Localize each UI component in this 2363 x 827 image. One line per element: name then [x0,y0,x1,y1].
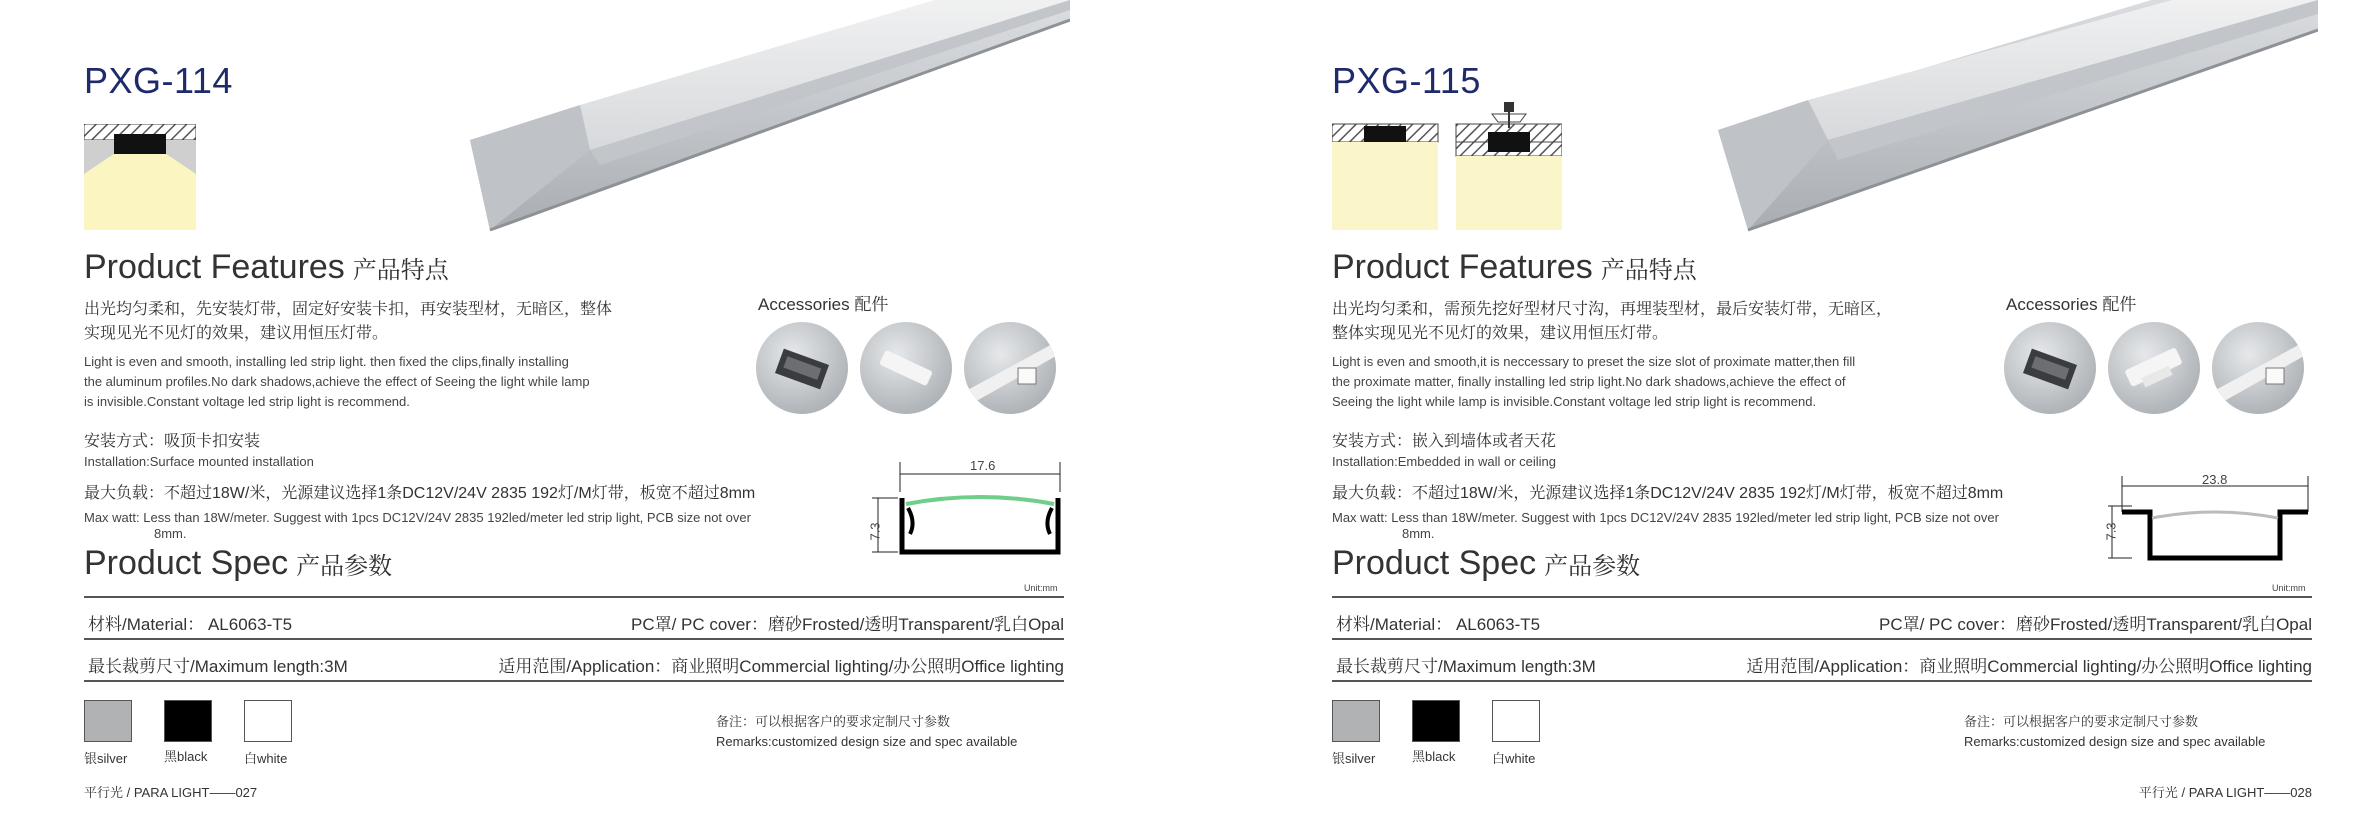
spec-application: 适用范围/Application：商业照明Commercial lighting/办公照明Office lighting [498,657,1064,676]
spec-title: Product Spec [1332,544,1537,582]
remark-en: Remarks:customized design size and spec available [716,734,1018,749]
installation-diagram [84,124,196,230]
swatch-white-label: 白white [244,751,288,766]
spec-material: 材料/Material： AL6063-T5 [88,615,293,634]
features-title: Product Features [1332,248,1593,286]
features-en-line1: Light is even and smooth,it is neccessary to preset the size slot of proximate matter,then fill [1332,354,1856,369]
swatch-white [244,700,292,742]
features-en-line3: Seeing the light while lamp is invisible.Constant voltage led strip light is recommend. [1332,394,1817,409]
spec-divider-3 [1332,680,2312,682]
spec-heading [1332,544,1640,583]
remark-cn: 备注：可以根据客户的要求定制尺寸参数 [1964,714,2199,729]
model-title: PXG-115 [1332,60,1481,101]
dimension-width: 17.6 [970,458,996,473]
spec-title-cn: 产品参数 [1544,553,1641,580]
catalog-page-right [1248,0,2363,827]
dimension-width: 23.8 [2202,472,2228,487]
swatch-black [1412,700,1460,742]
page-footer: 平行光 / PARA LIGHT——027 [84,785,258,800]
install-method-cn: 安装方式：嵌入到墙体或者天花 [1332,433,1557,450]
swatch-silver-label: 银silver [84,751,128,766]
swatch-black-label: 黑black [1412,749,1456,764]
swatch-white [1492,700,1540,742]
swatch-black [164,700,212,742]
page-footer: 平行光 / PARA LIGHT——028 [2138,785,2312,800]
max-load-cn: 最大负载：不超过18W/米，光源建议选择1条DC12V/24V 2835 192灯/M灯带，板宽不超过8mm [84,485,756,502]
features-en-line2: the proximate matter, finally installing led strip light.No dark shadows,achieve the effect of [1332,374,1846,389]
accessories-label: Accessories 配件 [758,295,889,314]
unit-label: Unit:mm [2272,583,2306,593]
catalog-page-left [0,0,1181,827]
swatch-silver [84,700,132,742]
spec-title: Product Spec [84,544,289,582]
features-title-cn: 产品特点 [1600,257,1697,284]
spec-divider-1 [84,596,1064,598]
features-heading [1332,248,1697,287]
spec-material: 材料/Material： AL6063-T5 [1336,615,1541,634]
dimension-height: 7.3 [867,522,883,541]
accessories-label: Accessories 配件 [2006,295,2137,314]
features-cn-line1: 出光均匀柔和，需预先挖好型材尺寸沟，再埋装型材，最后安装灯带，无暗区， [1332,301,1893,318]
product-image [470,0,1070,240]
install-method-cn: 安装方式：吸顶卡扣安装 [84,433,261,450]
unit-label: Unit:mm [1024,583,1058,593]
remark-en: Remarks:customized design size and spec available [1964,734,2266,749]
spec-max-length: 最长裁剪尺寸/Maximum length:3M [88,657,348,676]
swatch-white-label: 白white [1492,751,1536,766]
accessory-endcap-image [2108,322,2200,414]
features-en-line1: Light is even and smooth, installing led strip light. then fixed the clips,finally installing [84,354,569,369]
spec-cover: PC罩/ PC cover：磨砂Frosted/透明Transparent/乳白Opal [631,615,1064,634]
features-heading [84,248,449,287]
features-title: Product Features [84,248,345,286]
remark-cn: 备注：可以根据客户的要求定制尺寸参数 [716,714,951,729]
swatch-black-label: 黑black [164,749,208,764]
features-cn-line2: 实现见光不见灯的效果，建议用恒压灯带。 [84,325,389,342]
accessory-endcap-image [860,322,952,414]
max-watt-en-line1: Max watt: Less than 18W/meter. Suggest with 1pcs DC12V/24V 2835 192led/meter led strip light, PCB size not over [1332,510,1999,525]
accessory-profile-image [964,322,1056,414]
install-method-en: Installation:Embedded in wall or ceiling [1332,454,1557,469]
swatch-silver-label: 银silver [1332,751,1376,766]
spec-max-length: 最长裁剪尺寸/Maximum length:3M [1336,657,1596,676]
spec-heading [84,544,392,583]
swatch-silver [1332,700,1380,742]
spec-divider-3 [84,680,1064,682]
product-image [1718,0,2318,240]
max-watt-en-line2: 8mm. [1402,526,1435,541]
accessory-clip-image [756,322,848,414]
install-method-en: Installation:Surface mounted installation [84,454,314,469]
max-load-cn: 最大负载：不超过18W/米，光源建议选择1条DC12V/24V 2835 192灯/M灯带，板宽不超过8mm [1332,485,2004,502]
spec-application: 适用范围/Application：商业照明Commercial lighting/办公照明Office lighting [1746,657,2312,676]
features-en-line3: is invisible.Constant voltage led strip light is recommend. [84,394,410,409]
max-watt-en-line2: 8mm. [154,526,187,541]
features-cn-line1: 出光均匀柔和，先安装灯带，固定好安装卡扣，再安装型材，无暗区，整体 [84,301,613,318]
spec-cover: PC罩/ PC cover：磨砂Frosted/透明Transparent/乳白Opal [1879,615,2312,634]
dimension-height: 7.3 [2103,522,2119,541]
features-en-line2: the aluminum profiles.No dark shadows,achieve the effect of Seeing the light while lamp [84,374,590,389]
spec-divider-2 [1332,638,2312,640]
model-title: PXG-114 [84,60,233,101]
spec-title-cn: 产品参数 [296,553,393,580]
accessory-clip-image [2004,322,2096,414]
accessory-profile-image [2212,322,2304,414]
features-title-cn: 产品特点 [352,257,449,284]
installation-diagram [1332,102,1562,230]
max-watt-en-line1: Max watt: Less than 18W/meter. Suggest with 1pcs DC12V/24V 2835 192led/meter led strip light, PCB size not over [84,510,751,525]
spec-divider-1 [1332,596,2312,598]
features-cn-line2: 整体实现见光不见灯的效果，建议用恒压灯带。 [1332,325,1669,342]
spec-divider-2 [84,638,1064,640]
